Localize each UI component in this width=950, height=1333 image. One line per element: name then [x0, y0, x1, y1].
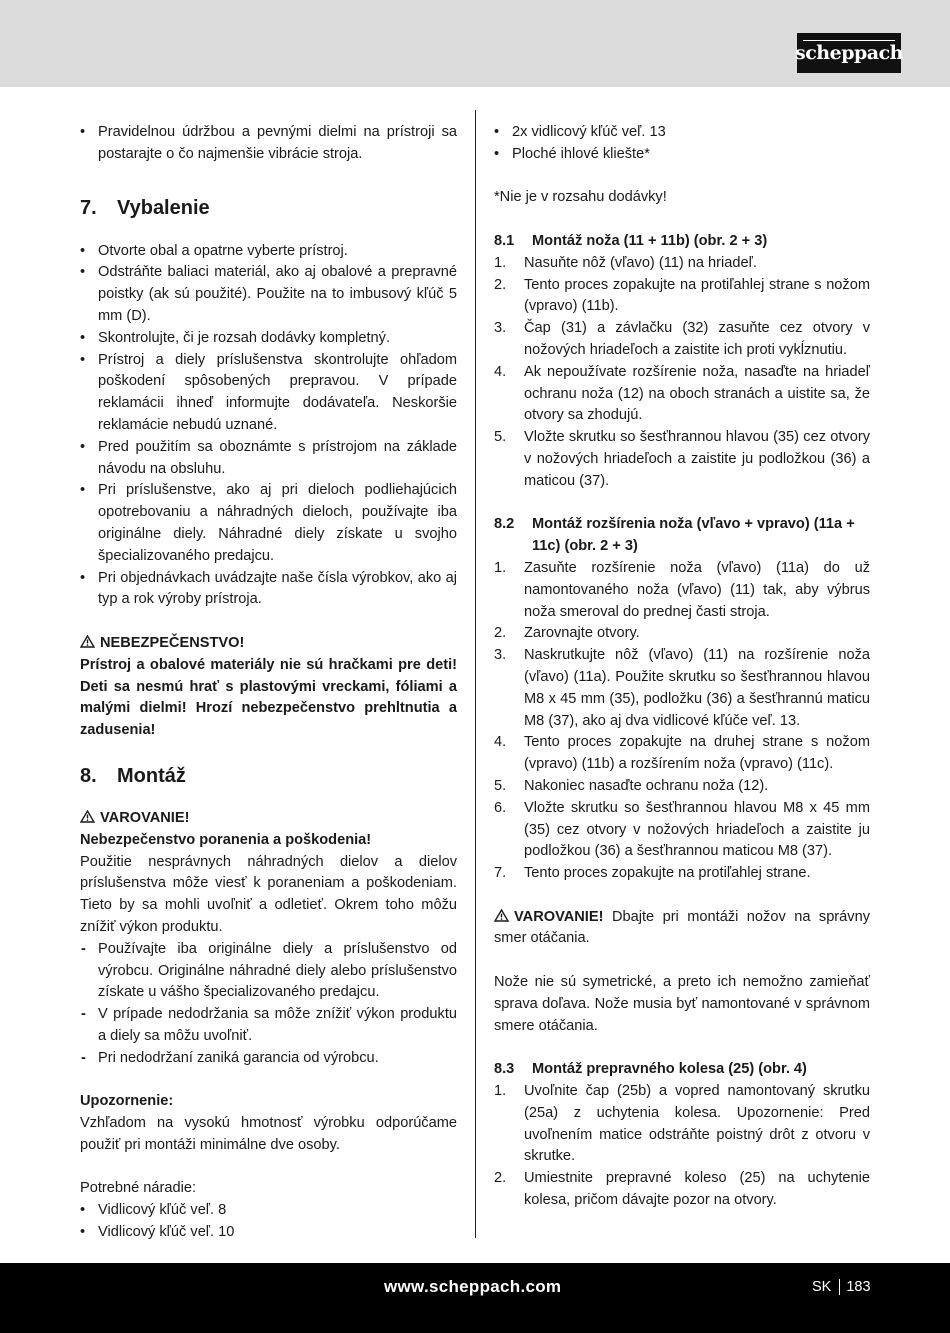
warning-text: Použitie nesprávnych náhradných dielov a dielov príslušenstva môže viesť k poraneniam a poškodeniam. Tieto by sa mohli uvoľniť a odletieť. Okrem toho môžu znížiť výkon produktu. — [80, 853, 457, 935]
intro-list — [80, 122, 457, 166]
danger-text: Prístroj a obalové materiály nie sú hračkami pre deti! Deti sa nesmú hrať s plastovými vreckami, fóliami a malými dielmi! Hrozí nebezpečenstvo prehltnutia a zadusenia! — [80, 656, 457, 739]
list-item: 4. Ak nepoužívate rozšírenie noža, nasaďte na hriadeľ ochranu noža (12) na oboch stranách a uistite sa, že otvory sa zhodujú. — [494, 363, 870, 424]
list-item: • Pravidelnou údržbou a pevnými dielmi na prístroji sa postarajte o čo najmenšie vibrácie stroja. — [80, 122, 457, 166]
not-included-note: *Nie je v rozsahu dodávky! — [494, 189, 667, 206]
list-item: • Otvorte obal a opatrne vyberte prístroj. — [80, 241, 457, 263]
list-item: • Pred použitím sa oboznámte s prístrojom na základe návodu na obsluhu. — [80, 437, 457, 481]
right-column — [494, 122, 870, 1212]
list-item: • Odstráňte baliaci materiál, ako aj obalové a prepravné poistky (ak sú použité). Použite na to imbusový kľúč 5 mm (D). — [80, 262, 457, 327]
warning-2-label: VAROVANIE! — [514, 908, 604, 925]
footer-bar — [0, 1263, 950, 1333]
list-item: 1. Uvoľnite čap (25b) a vopred namontovaný skrutku (25a) z uchytenia kolesa. Upozornenie: Pred uvoľnením matice odstráňte poistný drôt z otvoru v skrutke. — [494, 1083, 870, 1165]
list-item: 7. Tento proces zopakujte na protiľahlej strane. — [494, 865, 811, 882]
warning-2-text: Dbajte pri montáži nožov na správny smer otáčania. — [494, 908, 870, 947]
list-item: • Pri objednávkach uvádzajte naše čísla výrobkov, ako aj typ a rok výroby prístroja. — [80, 568, 457, 612]
list-item: 1. Zasuňte rozšírenie noža (vľavo) (11a) do už namontovaného noža (vľavo) (11) tak, aby výbrus noža smeroval do prednej časti stroja. — [494, 559, 870, 620]
section-8-2-steps — [494, 558, 870, 885]
unpacking-list — [80, 241, 457, 612]
note-text: Vzhľadom na vysokú hmotnosť výrobku odporúčame použiť pri montáži minimálne dve osoby. — [80, 1115, 457, 1153]
brand-logo: scheppach — [797, 33, 901, 73]
column-divider — [475, 110, 476, 1238]
symmetry-text: Nože nie sú symetrické, a preto ich nemožno zamieňať sprava doľava. Nože musia byť namontované v správnom smere otáčania. — [494, 974, 870, 1034]
page-number: 183 — [846, 1279, 871, 1295]
warning-subtitle: Nebezpečenstvo poranenia a poškodenia! — [80, 831, 372, 848]
list-item: 5. Nakoniec nasaďte ochranu noža (12). — [494, 777, 769, 794]
list-item: 3. Naskrutkujte nôž (vľavo) (11) na rozšírenie noža (vľavo) (11a). Použite skrutku so šesťhrannou hlavou M8 x 45 mm (35), podložku (36) a šesťhrannú maticu M8 (37), ako aj dva vidlicové kľúče veľ. 13. — [494, 647, 870, 729]
language-code: SK — [812, 1279, 832, 1295]
list-item: 5. Vložte skrutku so šesťhrannou hlavou (35) cez otvory v nožových hriadeľoch a zaistite ju podložkou (36) a maticou (37). — [494, 429, 870, 489]
left-column — [80, 122, 457, 1244]
list-item: - Pri nedodržaní zaniká garancia od výrobcu. — [80, 1048, 457, 1070]
section-8-3-heading: 8.3 Montáž prepravného kolesa (25) (obr. 4) — [494, 1061, 807, 1078]
list-item: 1. Nasuňte nôž (vľavo) (11) na hriadeľ. — [494, 254, 757, 271]
warning-2 — [494, 907, 870, 951]
warning-heading: VAROVANIE! — [80, 808, 457, 830]
list-item: 2. Umiestnite prepravné koleso (25) na uchytenie kolesa, pričom dávajte pozor na otvory. — [494, 1170, 870, 1209]
warning-triangle-icon — [494, 909, 509, 922]
tools-list-left — [80, 1200, 457, 1244]
list-item: 2. Zarovnajte otvory. — [494, 625, 640, 642]
section-7-title: Vybalenie — [117, 196, 210, 219]
footer-separator — [839, 1279, 840, 1295]
section-8-2-heading: 8.2 Montáž rozšírenia noža (vľavo + vpravo) (11a + 11c) (obr. 2 + 3) — [494, 516, 855, 555]
tools-list-right — [494, 122, 870, 166]
warning-triangle-icon — [80, 635, 95, 648]
warning-triangle-icon — [80, 810, 95, 823]
section-8-1-heading: 8.1 Montáž noža (11 + 11b) (obr. 2 + 3) — [494, 232, 768, 249]
list-item: 2. Tento proces zopakujte na protiľahlej strane s nožom (vpravo) (11b). — [494, 276, 870, 315]
list-item: 6. Vložte skrutku so šesťhrannou hlavou M8 x 45 mm (35) cez otvory v nožových hriadeľoch a zaistite ju podložkou (36) a šesťhrannou maticou M8 (37). — [494, 799, 870, 860]
list-item: • Vidlicový kľúč veľ. 10 — [80, 1222, 457, 1244]
list-item: • 2x vidlicový kľúč veľ. 13 — [494, 122, 870, 144]
section-8-title: Montáž — [117, 764, 186, 787]
list-item: • Vidlicový kľúč veľ. 8 — [80, 1200, 457, 1222]
tools-label: Potrebné náradie: — [80, 1180, 197, 1197]
list-item: - V prípade nedodržania sa môže znížiť výkon produktu a diely sa môžu uvoľniť. — [80, 1004, 457, 1048]
list-item: - Používajte iba originálne diely a príslušenstvo od výrobcu. Originálne náhradné diely alebo príslušenstvo získate u vášho špecializovaného predajcu. — [80, 939, 457, 1004]
list-item: • Prístroj a diely príslušenstva skontrolujte ohľadom poškodení spôsobených prepravou. V prípade reklamácii ihneď informujte dodávateľa. Neskoršie reklamácie nebudú uznané. — [80, 350, 457, 437]
footer-page-info — [812, 1279, 871, 1295]
list-item: • Ploché ihlové kliešte* — [494, 144, 870, 166]
section-7-heading: 7. Vybalenie — [80, 196, 210, 219]
danger-heading: NEBEZPEČENSTVO! — [80, 633, 457, 655]
list-item: 4. Tento proces zopakujte na druhej strane s nožom (vpravo) (11b) a rozšírením noža (vpravo) (11c). — [494, 734, 870, 773]
list-item: 3. Čap (31) a závlačku (32) zasuňte cez otvory v nožových hriadeľoch a zaistite ich proti vykĺznutiu. — [494, 320, 870, 358]
section-8-1-steps — [494, 253, 870, 493]
section-8-3-steps — [494, 1081, 870, 1212]
warning-dash-list — [80, 939, 457, 1070]
list-item: • Pri príslušenstve, ako aj pri dieloch podliehajúcich opotrebovaniu a náhradných dieloch, používajte iba originálne diely. Náhradné diely získate u svojho špecializovaného predajcu. — [80, 480, 457, 567]
list-item: • Skontrolujte, či je rozsah dodávky kompletný. — [80, 328, 457, 350]
footer-website-link[interactable]: www.scheppach.com — [384, 1277, 562, 1296]
section-8-heading: 8. Montáž — [80, 764, 186, 787]
note-label: Upozornenie: — [80, 1093, 174, 1110]
